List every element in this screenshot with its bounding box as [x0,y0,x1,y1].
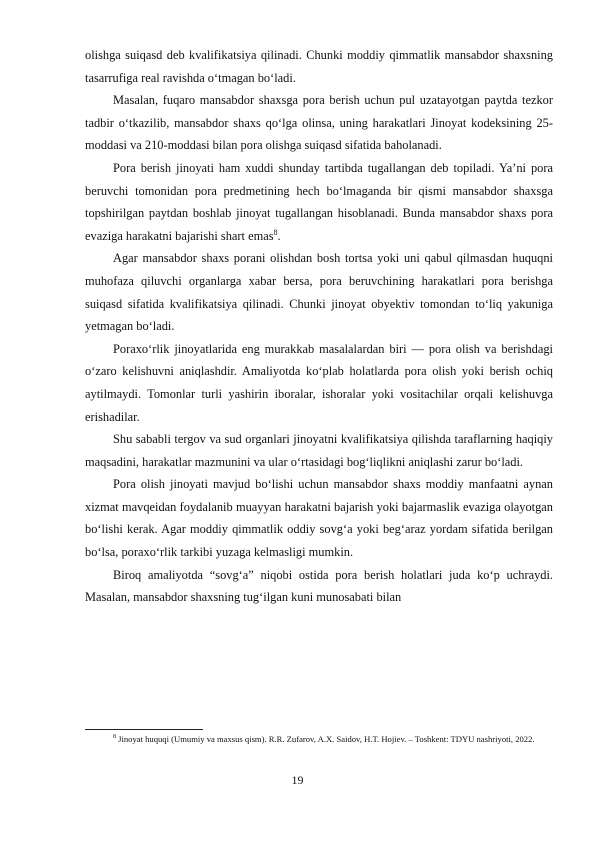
page-number: 19 [291,773,304,787]
paragraph-1: olishga suiqasd deb kvalifikatsiya qilinadi. Chunki moddiy qimmatlik mansabdor shaxsning tasarrufiga real ravishda o‘tmagan bo‘ladi. [85,48,553,85]
footnote-separator [85,729,203,730]
paragraph-4: Agar mansabdor shaxs porani olishdan bosh tortsa yoki uni qabul qilmasdan huquqni muhofaza qiluvchi organlarga xabar bersa, pora beruvchining harakatlari pora berishga suiqasd sifatida kvalifikatsiya qilinadi. Chunki jinoyat obyektiv tomondan to‘liq yakuniga yetmagan bo‘ladi. [85,251,553,334]
paragraph-5: Poraxo‘rlik jinoyatlarida eng murakkab masalalardan biri — pora olish va berishdagi o‘zaro kelishuvni aniqlashdir. Amaliyotda ko‘plab holatlarda pora olish yoki berish ochiq aytilmaydi. Tomonlar turli yashirin iboralar, ishoralar yoki vositachilar orqali kelishuvga erishadilar. [85,341,553,424]
paragraph-3: Pora berish jinoyati ham xuddi shunday tartibda tugallangan deb topiladi. Ya’ni pora beruvchi tomonidan pora predmetining hech bo‘lmaganda bir qismi mansabdor shaxsga topshirilgan paytdan boshlab jinoyat tugallangan hisoblanadi. Bunda mansabdor shaxs pora evaziga harakatni bajarishi shart emas$^8$. [85,160,553,243]
body-text [85,44,553,609]
paragraph-8: Biroq amaliyotda “sovg‘a” niqobi ostida pora berish holatlari juda ko‘p uchraydi. Masalan, mansabdor shaxsning tug‘ilgan kuni munosabati bilan [85,567,553,605]
footnote [85,733,553,746]
paragraph-7: Pora olish jinoyati mavjud bo‘lishi uchun mansabdor shaxs moddiy manfaatni aynan xizmat mavqeidan foydalanib muayyan harakatni bajarish yoki bajarmaslik evaziga olayotgan bo‘lishi kerak. Agar moddiy qimmatlik oddiy sovg‘a yoki beg‘araz yordam sifatida berilgan bo‘lsa, poraxo‘rlik tarkibi yuzaga kelmasligi mumkin. [85,477,553,560]
footnote-mark: 8 [113,734,116,741]
footnote-reference[interactable]: 8 [273,227,278,237]
paragraph-2: Masalan, fuqaro mansabdor shaxsga pora berish uchun pul uzatayotgan paytda tezkor tadbir o‘tkazilib, mansabdor shaxs qo‘lga olinsa, uning harakatlari Jinoyat kodeksining 25-moddasi va 210-moddasi bilan pora olishga suiqasd sifatida baholanadi. [85,93,553,153]
footnote-text: Jinoyat huquqi (Umumiy va maxsus qism). R.R. Zufarov, A.X. Saidov, H.T. Hojiev. – Toshkent: TDYU nashriyoti, 2022. [116,734,535,744]
paragraph-6: Shu sababli tergov va sud organlari jinoyatni kvalifikatsiya qilishda taraflarning haqiqiy maqsadini, harakatlar mazmunini va ular o‘rtasidagi bog‘liqlikni aniqlashi zarur bo‘ladi. [85,432,553,469]
